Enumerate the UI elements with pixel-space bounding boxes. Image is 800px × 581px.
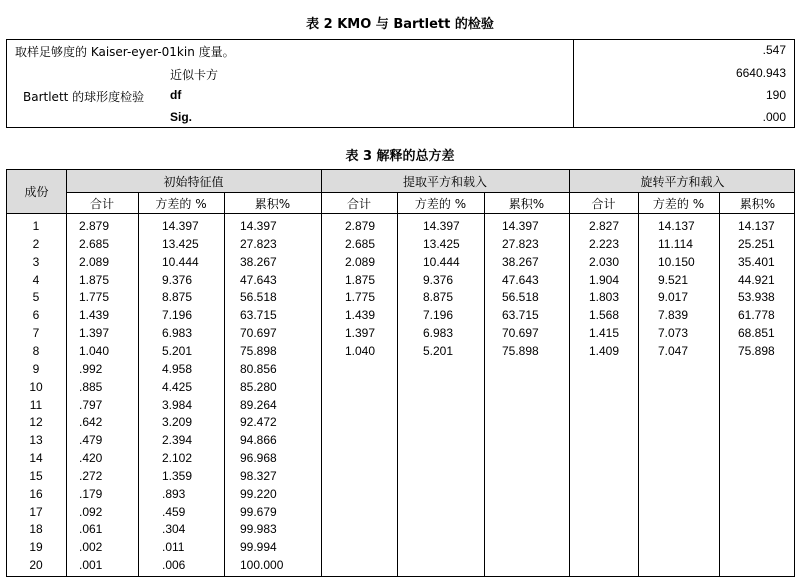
- subheader-total-2: 合计: [346, 197, 371, 211]
- cell-variance-pct-initial: .304: [162, 522, 186, 537]
- table-row: [7, 556, 794, 574]
- cell-total-initial: 1.439: [79, 308, 110, 323]
- cell-cumulative-initial: 63.715: [240, 308, 277, 323]
- cell-component: 11: [29, 397, 43, 412]
- subheader-cumulative-1: 累积%: [254, 197, 291, 211]
- cell-total-initial: .092: [79, 504, 103, 519]
- cell-cumulative-extraction: 63.715: [502, 308, 539, 323]
- cell-cumulative-rotation: 44.921: [738, 272, 775, 287]
- cell-cumulative-rotation: 14.137: [738, 219, 775, 233]
- cell-total-initial: 1.040: [79, 343, 110, 358]
- cell-variance-pct-initial: 5.201: [162, 343, 193, 358]
- cell-component: 1: [32, 219, 40, 233]
- cell-cumulative-rotation: 25.251: [738, 236, 775, 251]
- cell-cumulative-rotation: 35.401: [738, 254, 775, 269]
- cell-total-initial: 1.775: [79, 290, 110, 305]
- cell-total-rotation: 2.827: [589, 219, 620, 233]
- component-header-label: 成份: [24, 185, 49, 199]
- table-row: [7, 253, 794, 271]
- cell-cumulative-initial: 99.220: [240, 486, 277, 501]
- cell-variance-pct-initial: 3.209: [162, 415, 193, 430]
- cell-cumulative-initial: 99.679: [240, 504, 277, 519]
- cell-cumulative-initial: 75.898: [240, 343, 277, 358]
- cell-variance-pct-rotation: 9.017: [658, 290, 689, 305]
- cell-total-initial: .061: [79, 522, 103, 537]
- kmo-label: 取样足够度的 Kaiser-eyer-01kin 度量。: [15, 45, 235, 59]
- table2-caption: 表 2 KMO 与 Bartlett 的检验: [306, 17, 494, 32]
- chi-square-value: 6640.943: [735, 66, 786, 80]
- cell-total-initial: 1.875: [79, 272, 110, 287]
- cell-total-extraction: 2.879: [345, 219, 376, 233]
- cell-total-extraction: 1.875: [345, 272, 376, 287]
- cell-component: 4: [32, 272, 40, 287]
- cell-total-initial: .479: [79, 433, 103, 448]
- cell-variance-pct-extraction: 7.196: [423, 308, 454, 323]
- subheader-total-1: 合计: [89, 197, 114, 211]
- cell-cumulative-extraction: 14.397: [502, 219, 539, 233]
- cell-cumulative-initial: 70.697: [240, 326, 277, 341]
- cell-total-rotation: 1.904: [589, 272, 620, 287]
- cell-total-extraction: 1.040: [345, 343, 376, 358]
- cell-total-initial: .885: [79, 379, 103, 394]
- table-row: [7, 467, 794, 485]
- cell-variance-pct-extraction: 9.376: [423, 272, 454, 287]
- group-header-extraction: 提取平方和载入: [402, 175, 487, 189]
- table-row: [7, 538, 794, 556]
- table-row: [7, 396, 794, 414]
- cell-total-extraction: 2.089: [345, 254, 376, 269]
- cell-variance-pct-rotation: 11.114: [658, 236, 693, 251]
- cell-cumulative-extraction: 56.518: [502, 290, 539, 305]
- cell-component: 18: [29, 522, 43, 537]
- cell-variance-pct-initial: 6.983: [162, 326, 193, 341]
- subheader-variance-pct-1: 方差的 %: [155, 197, 207, 211]
- cell-variance-pct-initial: 4.425: [162, 379, 193, 394]
- group-header-rotation: 旋转平方和载入: [640, 175, 725, 189]
- chi-square-label: 近似卡方: [170, 68, 219, 82]
- cell-component: 14: [29, 451, 43, 466]
- cell-cumulative-extraction: 47.643: [502, 272, 539, 287]
- cell-cumulative-initial: 14.397: [240, 219, 277, 233]
- cell-cumulative-extraction: 75.898: [502, 343, 539, 358]
- table-row: [7, 288, 794, 306]
- cell-component: 9: [32, 361, 40, 376]
- cell-component: 7: [32, 326, 40, 341]
- cell-total-initial: .002: [79, 540, 103, 555]
- table-row: [7, 520, 794, 538]
- cell-variance-pct-initial: 2.102: [162, 451, 193, 466]
- cell-cumulative-initial: 99.983: [240, 522, 277, 537]
- df-label: df: [170, 88, 182, 102]
- cell-variance-pct-rotation: 9.521: [658, 272, 689, 287]
- cell-variance-pct-initial: 2.394: [162, 433, 193, 448]
- cell-variance-pct-initial: 3.984: [162, 397, 193, 412]
- sig-value: .000: [762, 110, 786, 124]
- cell-total-extraction: 2.685: [345, 236, 376, 251]
- table-row: [7, 217, 794, 235]
- cell-component: 15: [29, 468, 43, 483]
- cell-cumulative-rotation: 61.778: [738, 308, 775, 323]
- cell-component: 19: [29, 540, 43, 555]
- cell-component: 20: [29, 558, 43, 573]
- subheader-total-3: 合计: [591, 197, 616, 211]
- cell-cumulative-initial: 85.280: [240, 379, 277, 394]
- cell-component: 2: [32, 236, 40, 251]
- cell-variance-pct-initial: .893: [162, 486, 186, 501]
- bartlett-label: Bartlett 的球形度检验: [23, 90, 145, 104]
- cell-component: 17: [29, 504, 43, 519]
- cell-variance-pct-initial: 1.359: [162, 468, 193, 483]
- cell-cumulative-initial: 100.000: [240, 558, 284, 573]
- cell-variance-pct-initial: 4.958: [162, 361, 193, 376]
- cell-variance-pct-initial: .459: [162, 504, 186, 519]
- subheader-cumulative-2: 累积%: [508, 197, 545, 211]
- subheader-cumulative-3: 累积%: [739, 197, 776, 211]
- cell-total-initial: .272: [79, 468, 103, 483]
- cell-total-initial: 1.397: [79, 326, 110, 341]
- cell-component: 12: [29, 415, 43, 430]
- cell-variance-pct-initial: 9.376: [162, 272, 193, 287]
- cell-variance-pct-initial: .006: [162, 558, 186, 573]
- cell-cumulative-extraction: 38.267: [502, 254, 539, 269]
- cell-cumulative-initial: 38.267: [240, 254, 277, 269]
- cell-cumulative-initial: 94.866: [240, 433, 277, 448]
- table-row: [7, 324, 794, 342]
- df-value: 190: [765, 88, 786, 102]
- cell-variance-pct-initial: 10.444: [162, 254, 199, 269]
- cell-total-rotation: 1.568: [589, 308, 620, 323]
- cell-cumulative-initial: 99.994: [240, 540, 277, 555]
- kmo-bartlett-table: [6, 39, 795, 128]
- cell-variance-pct-rotation: 7.839: [658, 308, 689, 323]
- cell-total-extraction: 1.775: [345, 290, 376, 305]
- cell-variance-pct-initial: 14.397: [162, 219, 199, 233]
- cell-total-initial: .001: [79, 558, 103, 573]
- table3-caption: 表 3 解释的总方差: [345, 149, 455, 164]
- table-row: [7, 342, 794, 360]
- cell-variance-pct-rotation: 7.073: [658, 326, 689, 341]
- table-row: [7, 378, 794, 396]
- table-row: [7, 503, 794, 521]
- cell-component: 5: [32, 290, 40, 305]
- cell-cumulative-initial: 92.472: [240, 415, 277, 430]
- cell-cumulative-initial: 56.518: [240, 290, 277, 305]
- cell-component: 13: [29, 433, 43, 448]
- cell-variance-pct-extraction: 8.875: [423, 290, 454, 305]
- variance-explained-table: [6, 169, 795, 577]
- table-row: [7, 449, 794, 467]
- cell-component: 10: [29, 379, 43, 394]
- cell-component: 3: [32, 254, 40, 269]
- cell-variance-pct-extraction: 10.444: [423, 254, 460, 269]
- cell-variance-pct-extraction: 14.397: [423, 219, 460, 233]
- column-divider: [573, 40, 574, 127]
- cell-component: 16: [29, 486, 43, 501]
- cell-component: 8: [32, 343, 40, 358]
- table-row: [7, 271, 794, 289]
- cell-cumulative-rotation: 68.851: [738, 326, 775, 341]
- cell-variance-pct-initial: 7.196: [162, 308, 193, 323]
- table-row: [7, 306, 794, 324]
- cell-component: 6: [32, 308, 40, 323]
- group-header-initial: 初始特征值: [163, 175, 224, 189]
- kmo-value: .547: [762, 43, 786, 57]
- cell-total-initial: .642: [79, 415, 103, 430]
- cell-total-initial: .420: [79, 451, 103, 466]
- table-row: [7, 431, 794, 449]
- cell-cumulative-initial: 47.643: [240, 272, 277, 287]
- cell-variance-pct-extraction: 5.201: [423, 343, 454, 358]
- cell-cumulative-extraction: 70.697: [502, 326, 539, 341]
- cell-cumulative-initial: 80.856: [240, 361, 277, 376]
- cell-cumulative-initial: 89.264: [240, 397, 277, 412]
- cell-variance-pct-rotation: 7.047: [658, 343, 689, 358]
- cell-variance-pct-rotation: 14.137: [658, 219, 695, 233]
- table-row: [7, 485, 794, 503]
- component-header: [7, 170, 66, 214]
- cell-cumulative-rotation: 53.938: [738, 290, 775, 305]
- cell-total-initial: 2.879: [79, 219, 110, 233]
- cell-total-extraction: 1.439: [345, 308, 376, 323]
- cell-cumulative-initial: 96.968: [240, 451, 277, 466]
- cell-total-rotation: 2.030: [589, 254, 620, 269]
- cell-variance-pct-extraction: 6.983: [423, 326, 454, 341]
- cell-variance-pct-initial: 13.425: [162, 236, 199, 251]
- cell-total-extraction: 1.397: [345, 326, 376, 341]
- cell-total-initial: 2.089: [79, 254, 110, 269]
- cell-total-rotation: 2.223: [589, 236, 620, 251]
- cell-cumulative-rotation: 75.898: [738, 343, 775, 358]
- cell-variance-pct-initial: .011: [162, 540, 185, 555]
- cell-total-rotation: 1.415: [589, 326, 620, 341]
- cell-total-rotation: 1.803: [589, 290, 620, 305]
- cell-total-rotation: 1.409: [589, 343, 620, 358]
- subheader-variance-pct-2: 方差的 %: [414, 197, 467, 211]
- cell-total-initial: .179: [79, 486, 103, 501]
- table-row: [7, 360, 794, 378]
- subheader-variance-pct-3: 方差的 %: [652, 197, 705, 211]
- cell-variance-pct-initial: 8.875: [162, 290, 193, 305]
- table-row: [7, 413, 794, 431]
- table-row: [7, 235, 794, 253]
- cell-cumulative-initial: 27.823: [240, 236, 277, 251]
- cell-total-initial: .992: [79, 361, 103, 376]
- cell-total-initial: 2.685: [79, 236, 110, 251]
- sig-label: Sig.: [170, 110, 193, 124]
- cell-variance-pct-extraction: 13.425: [423, 236, 460, 251]
- cell-total-initial: .797: [79, 397, 103, 412]
- cell-cumulative-initial: 98.327: [240, 468, 277, 483]
- cell-cumulative-extraction: 27.823: [502, 236, 539, 251]
- cell-variance-pct-rotation: 10.150: [658, 254, 695, 269]
